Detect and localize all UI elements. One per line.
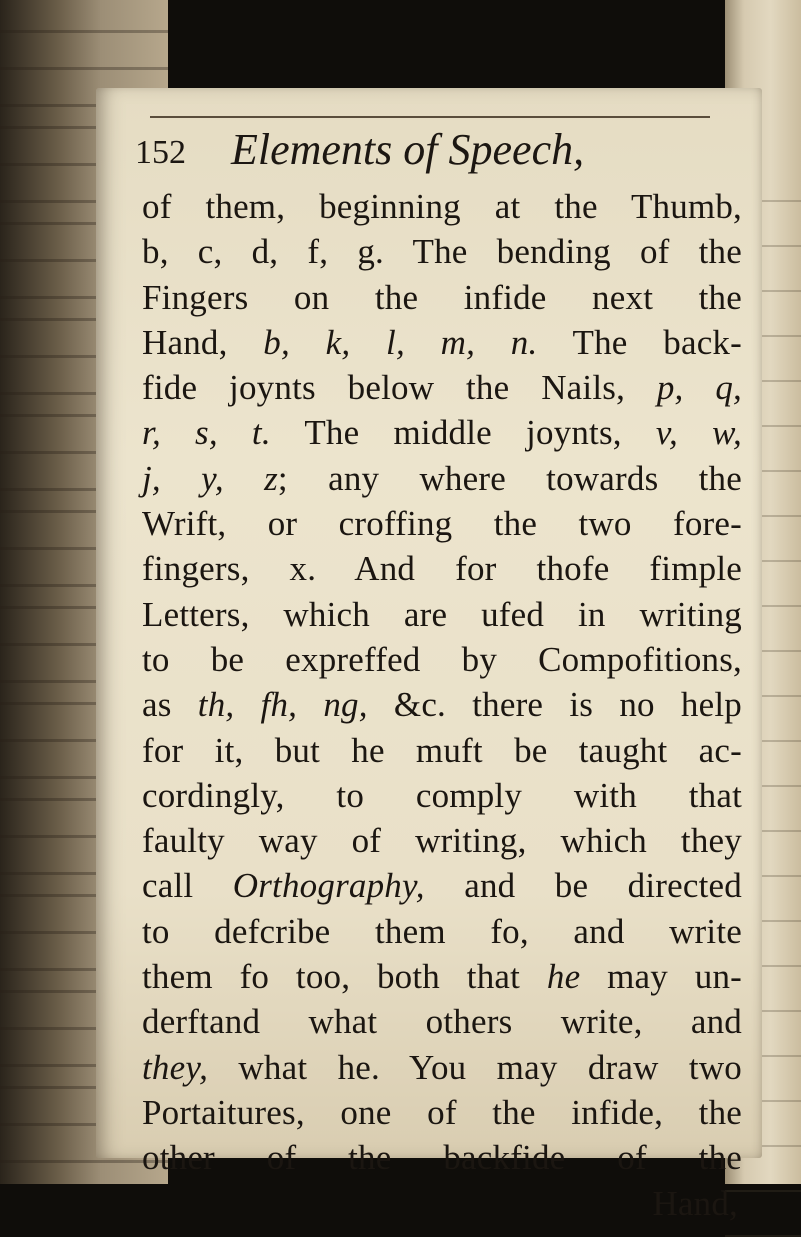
text-line <box>142 773 742 818</box>
text-line <box>142 184 742 229</box>
page-header <box>135 124 735 182</box>
text-line <box>142 728 742 773</box>
italic-run: j, y, z <box>142 458 278 498</box>
text-run: derftand what others write, and <box>142 1002 742 1042</box>
text-line <box>142 456 742 501</box>
text-line <box>142 410 742 455</box>
text-line <box>142 637 742 682</box>
spine-texture <box>0 30 168 33</box>
text-line <box>142 1045 742 1090</box>
italic-run: p, q, <box>656 368 742 408</box>
page-number: 152 <box>135 134 186 171</box>
text-line <box>142 320 742 365</box>
text-line <box>142 592 742 637</box>
text-run: Portaitures, one of the infide, the <box>142 1092 742 1132</box>
text-run: faulty way of writing, which they <box>142 821 742 861</box>
text-line <box>142 1181 742 1226</box>
text-line <box>142 863 742 908</box>
text-run: fide joynts below the Nails, <box>142 368 657 408</box>
italic-run: r, s, t. <box>142 413 271 453</box>
body-text <box>142 184 742 1226</box>
text-run: call <box>142 866 233 906</box>
text-run: &c. there is no help <box>367 685 742 725</box>
text-line <box>142 1135 742 1180</box>
text-run: what he. You may draw two <box>208 1047 742 1087</box>
text-run: to defcribe them fo, and write <box>142 911 742 951</box>
text-run: Hand, <box>142 322 264 362</box>
text-line <box>142 1090 742 1135</box>
text-run: as <box>142 685 198 725</box>
text-run: and be directed <box>424 866 742 906</box>
text-run: for it, but he muft be taught ac- <box>142 730 742 770</box>
text-line <box>142 229 742 274</box>
text-line <box>142 682 742 727</box>
text-run: fingers, x. And for thofe fimple <box>142 549 742 589</box>
text-run: Wrift, or croffing the two fore- <box>142 504 742 544</box>
text-line <box>142 275 742 320</box>
text-run: The middle joynts, <box>270 413 656 453</box>
text-line <box>142 909 742 954</box>
text-line <box>142 501 742 546</box>
text-run: of them, beginning at the Thumb, <box>142 187 742 226</box>
text-line <box>142 954 742 999</box>
italic-run: he <box>546 957 581 997</box>
running-title: Elements of Speech, <box>231 125 585 174</box>
italic-run: v, w, <box>655 413 742 453</box>
text-run: Fingers on the infide next the <box>142 277 742 317</box>
header-rule <box>150 116 710 118</box>
text-run: b, c, d, f, g. The bending of the <box>142 232 742 272</box>
text-run: may un- <box>580 957 743 997</box>
spine-texture <box>0 67 168 70</box>
text-line <box>142 999 742 1044</box>
italic-run: they, <box>142 1047 209 1087</box>
text-run: cordingly, to comply with that <box>142 775 742 815</box>
text-run: Letters, which are ufed in writing <box>142 594 742 634</box>
text-run: other of the backfide of the <box>142 1138 742 1178</box>
italic-run: b, k, l, m, n. <box>263 322 538 362</box>
italic-run: th, fh, ng, <box>197 685 368 725</box>
text-run: The back- <box>537 322 742 362</box>
text-run: ; any where towards the <box>277 458 742 498</box>
text-line <box>142 818 742 863</box>
text-line <box>142 365 742 410</box>
text-run: Hand, <box>652 1183 738 1223</box>
italic-run: Orthography, <box>232 866 425 906</box>
text-run: them fo too, both that <box>142 957 547 997</box>
text-line <box>142 546 742 591</box>
text-run: to be expreffed by Compofitions, <box>142 639 742 679</box>
